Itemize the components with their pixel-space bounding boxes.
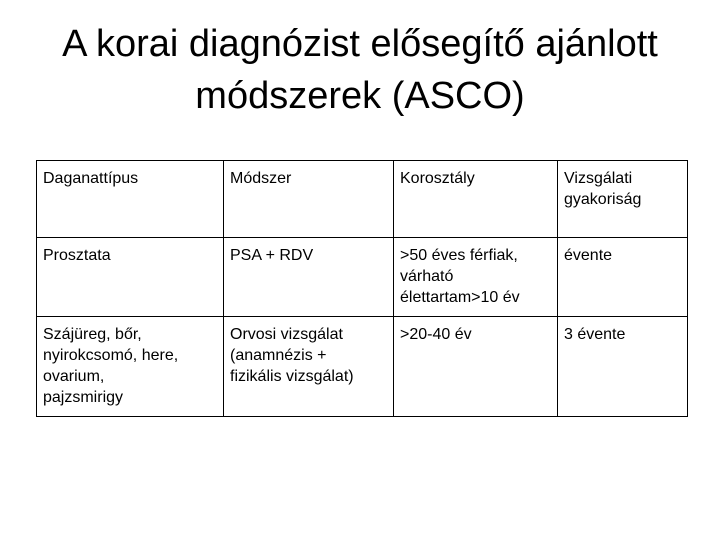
slide-title <box>0 18 720 122</box>
cell-age-group: >50 éves férfiak, várható élettartam>10 év <box>394 238 558 317</box>
header-cell-method: Módszer <box>224 161 394 238</box>
cell-frequency: évente <box>558 238 688 317</box>
cell-cancer-type: Szájüreg, bőr, nyirokcsomó, here, ovarium, pajzsmirigy <box>37 317 224 417</box>
table-row <box>37 317 688 417</box>
cell-method: Orvosi vizsgálat (anamnézis + fizikális vizsgálat) <box>224 317 394 417</box>
cell-frequency: 3 évente <box>558 317 688 417</box>
cell-age-group: >20-40 év <box>394 317 558 417</box>
asco-screening-table <box>36 160 688 417</box>
cell-cancer-type: Prosztata <box>37 238 224 317</box>
header-cell-age-group: Korosztály <box>394 161 558 238</box>
cell-method: PSA + RDV <box>224 238 394 317</box>
slide-title-line-1: A korai diagnózist elősegítő ajánlott <box>62 23 658 65</box>
table-row <box>37 238 688 317</box>
slide-title-line-2: módszerek (ASCO) <box>195 75 525 117</box>
header-cell-cancer-type: Daganattípus <box>37 161 224 238</box>
header-cell-frequency: Vizsgálati gyakoriság <box>558 161 688 238</box>
table-header-row <box>37 161 688 238</box>
